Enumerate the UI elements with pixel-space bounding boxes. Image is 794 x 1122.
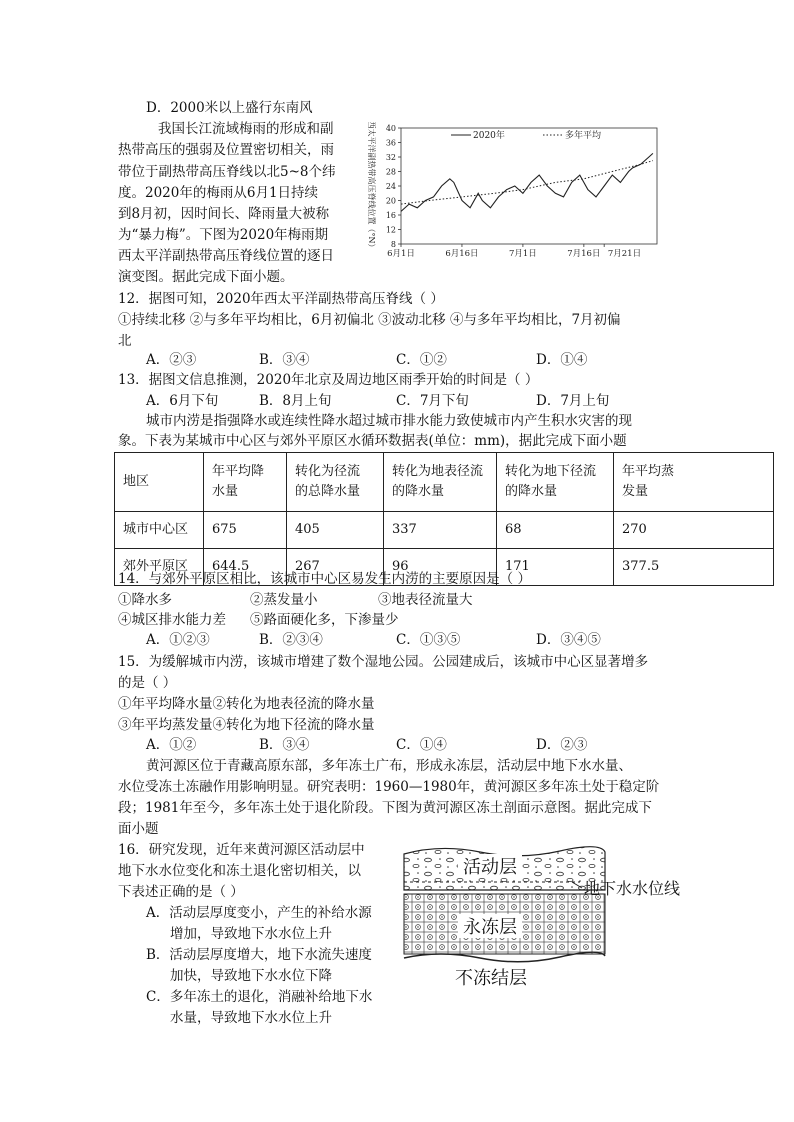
table-header-cell: 转化为径流 的总降水量 <box>287 453 384 512</box>
table-cell: 675 <box>204 512 287 549</box>
q15-items: ①年平均降水量②转化为地表径流的降水量 <box>118 696 375 712</box>
x-tick-label: 6月1日 <box>387 249 415 259</box>
table-cell: 337 <box>384 512 497 549</box>
intro3-line: 黄河源区位于青藏高原东部，多年冻土广布，形成永冻层，活动层中地下水水量、 <box>146 758 632 774</box>
active-layer-label: 活动层 <box>463 857 517 878</box>
table-header-cell: 地区 <box>115 453 204 512</box>
intro2-line: 城市内涝是指强降水或连续性降水超过城市排水能力致使城市内产生积水灾害的现 <box>146 413 632 429</box>
q15-stem-cont: 的是（ ） <box>118 675 177 691</box>
chart-svg <box>355 122 665 267</box>
q15-stem: 15．为缓解城市内涝，该城市增建了数个湿地公园。公园建成后，该城市中心区显著增多 <box>118 654 649 670</box>
x-tick-label: 7月21日 <box>607 249 642 259</box>
table-cell: 377.5 <box>614 549 774 586</box>
intro-line: 热带高压的强弱及位置密切相关，雨 <box>118 142 334 158</box>
series-line-1 <box>401 161 653 205</box>
q16-stem: 16．研究发现，近年来黄河源区活动层中 <box>118 842 365 858</box>
q15-items: ③年平均蒸发量④转化为地下径流的降水量 <box>118 717 375 733</box>
table-header-cell: 年平均蒸 发量 <box>614 453 774 512</box>
series-line-0 <box>401 153 653 211</box>
legend-label: 2020年 <box>473 131 505 141</box>
x-tick-label: 6月16日 <box>445 249 479 259</box>
q16-option-b[interactable]: B．活动层厚度增大，地下水流失速度 <box>146 947 372 963</box>
table-cell: 267 <box>287 549 384 586</box>
q13-stem: 13．据图文信息推测，2020年北京及周边地区雨季开始的时间是（ ） <box>118 372 539 388</box>
intro-line: 我国长江流域梅雨的形成和副 <box>158 121 334 137</box>
q13-option-a[interactable]: A．6月下旬 <box>146 393 219 409</box>
q16-stem: 下表述正确的是（ ） <box>118 884 244 900</box>
table-cell: 96 <box>384 549 497 586</box>
q14-option-b[interactable]: B．②③④ <box>259 632 323 648</box>
q14-options <box>146 630 766 650</box>
intro-line: 度。2020年的梅雨从6月1日持续 <box>118 185 319 201</box>
ridge-line-chart <box>355 122 665 267</box>
q12-option-d[interactable]: D．①④ <box>536 352 588 368</box>
q14-item-3: ③地表径流量大 <box>378 592 473 608</box>
y-axis-label: 西太平洋副热带高压脊线位置（°N） <box>367 122 376 252</box>
y-tick-label: 12 <box>385 225 396 235</box>
legend-label: 多年平均 <box>565 131 602 141</box>
table-cell: 405 <box>287 512 384 549</box>
permafrost-diagram <box>400 842 700 997</box>
table-row <box>115 512 774 549</box>
q12-options <box>146 350 766 370</box>
table-cell: 171 <box>497 549 614 586</box>
table-cell: 644.5 <box>204 549 287 586</box>
y-tick-label: 16 <box>385 211 396 220</box>
q12-items: ①持续北移 ②与多年平均相比，6月初偏北 ③波动北移 ④与多年平均相比，7月初偏 <box>118 312 621 328</box>
q14-option-a[interactable]: A．①②③ <box>146 632 210 648</box>
permafrost-svg <box>400 842 700 997</box>
y-tick-label: 20 <box>385 196 396 206</box>
q12-option-c[interactable]: C．①② <box>396 352 447 368</box>
x-tick-label: 7月16日 <box>567 249 601 259</box>
q16-option-c-cont: 水量，导致地下水水位上升 <box>170 1010 332 1026</box>
water-cycle-table <box>114 452 774 586</box>
q12-items-cont: 北 <box>118 333 132 349</box>
water-table-label: 地下水水位线 <box>584 879 681 898</box>
intro3-line: 面小题 <box>118 821 159 837</box>
y-tick-label: 40 <box>385 124 396 133</box>
q14-option-c[interactable]: C．①③⑤ <box>396 632 461 648</box>
q12-option-b[interactable]: B．③④ <box>259 352 310 368</box>
y-tick-label: 28 <box>385 167 396 177</box>
table-cell: 郊外平原区 <box>115 549 204 586</box>
q14-option-d[interactable]: D．③④⑤ <box>536 632 601 648</box>
q15-option-d[interactable]: D．②③ <box>536 737 588 753</box>
q12-stem: 12．据图可知，2020年西太平洋副热带高压脊线（ ） <box>118 291 444 307</box>
table-cell: 270 <box>614 512 774 549</box>
table-header-cell: 转化为地表径流 的降水量 <box>384 453 497 512</box>
q14-item-5: ⑤路面硬化多，下渗量少 <box>250 612 399 628</box>
q15-option-b[interactable]: B．③④ <box>259 737 310 753</box>
intro-line: 西太平洋副热带高压脊线位置的逐日 <box>118 248 334 264</box>
q13-option-d[interactable]: D．7月上旬 <box>536 393 610 409</box>
intro2-line: 象。下表为某城市中心区与郊外平原区水循环数据表(单位：mm)，据此完成下面小题 <box>118 433 627 449</box>
q15-option-c[interactable]: C．①④ <box>396 737 447 753</box>
q15-option-a[interactable]: A．①② <box>146 737 197 753</box>
x-tick-label: 7月1日 <box>508 249 537 259</box>
table-header-cell: 转化为地下径流 的降水量 <box>497 453 614 512</box>
q12-option-a[interactable]: A．②③ <box>146 352 197 368</box>
q16-stem: 地下水水位变化和冻土退化密切相关，以 <box>118 863 361 879</box>
q16-option-a[interactable]: A．活动层厚度变小，产生的补给水源 <box>146 905 372 921</box>
q13-options <box>146 391 766 411</box>
table-header-row <box>115 453 774 512</box>
y-tick-label: 36 <box>385 138 396 148</box>
q13-option-c[interactable]: C．7月下旬 <box>396 393 469 409</box>
y-tick-label: 24 <box>385 182 396 191</box>
q16-option-a-cont: 增加，导致地下水水位上升 <box>170 926 332 942</box>
intro-line: 演变图。据此完成下面小题。 <box>118 269 294 285</box>
intro-line: 为“暴力梅”。下图为2020年梅雨期 <box>118 227 329 243</box>
q16-option-c[interactable]: C．多年冻土的退化，消融补给地下水 <box>146 989 373 1005</box>
intro3-line: 水位受冻土冻融作用影响明显。研究表明：1960—1980年，黄河源区多年冻土处于稳定阶 <box>118 779 660 795</box>
q16-option-b-cont: 加快，导致地下水水位下降 <box>170 968 332 984</box>
table-header-cell: 年平均降 水量 <box>204 453 287 512</box>
q15-options <box>146 735 766 755</box>
intro3-line: 段；1981年至今，多年冻土处于退化阶段。下图为黄河源区冻土剖面示意图。据此完成下 <box>118 800 652 816</box>
q14-item-4: ④城区排水能力差 <box>118 612 226 628</box>
y-tick-label: 32 <box>385 153 396 162</box>
y-tick-label: 8 <box>390 240 396 249</box>
table-cell: 城市中心区 <box>115 512 204 549</box>
unfrozen-layer-label: 不冻结层 <box>455 968 527 989</box>
intro-line: 到8月初，因时间长、降雨量大被称 <box>118 206 330 222</box>
intro-line: 带位于副热带高压脊线以北5~8个纬 <box>118 164 336 180</box>
q14-item-1: ①降水多 <box>118 592 172 608</box>
q14-stem: 14．与郊外平原区相比，该城市中心区易发生内涝的主要原因是（ ） <box>118 571 531 587</box>
permafrost-label: 永冻层 <box>463 917 517 938</box>
q14-item-2: ②蒸发量小 <box>250 592 318 608</box>
q11-option-d: D．2000米以上盛行东南风 <box>146 100 313 116</box>
q13-option-b[interactable]: B．8月上旬 <box>259 393 332 409</box>
table-cell: 68 <box>497 512 614 549</box>
